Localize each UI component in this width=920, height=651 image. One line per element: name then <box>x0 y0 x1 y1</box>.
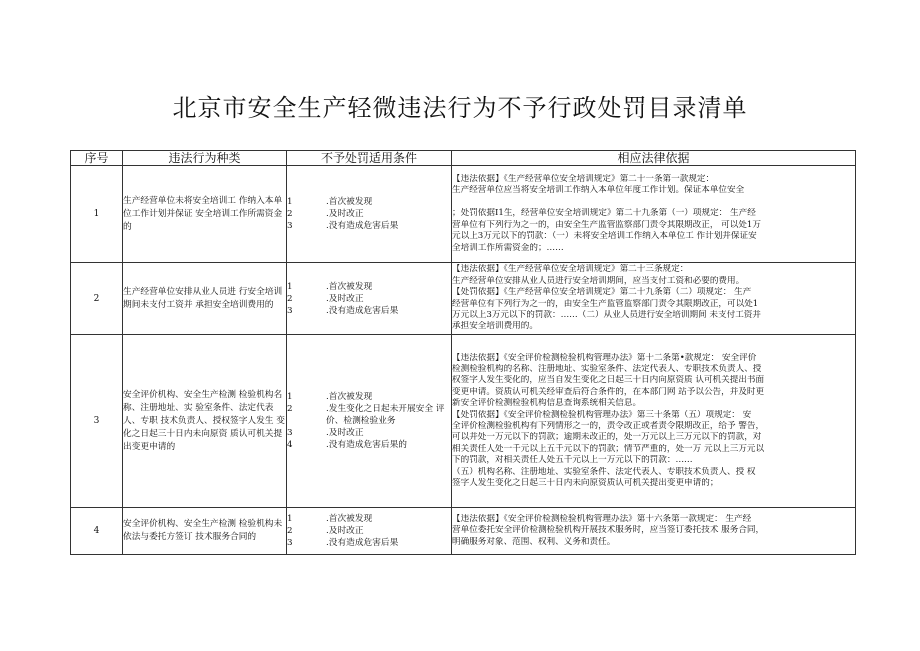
condition-number: 2 <box>287 293 293 304</box>
condition-text: .首次被发现 <box>326 514 373 524</box>
condition-text: .及时改正 <box>326 526 364 536</box>
exemption-conditions <box>287 508 452 555</box>
condition-number: 3 <box>287 538 293 548</box>
exemption-conditions <box>287 166 452 263</box>
condition-number: 4 <box>287 440 293 450</box>
legal-basis-line: 变更申请。资质认可机关经审查后符合条件的，在本部门网 站予以公告，并及时更 <box>452 386 765 397</box>
legal-basis <box>452 166 856 263</box>
legal-basis-line: 承担安全培训费用的。 <box>452 321 538 332</box>
legal-basis-line: 营单位有下列行为之一的，由安全生产监管监察部门责令其限期改正， 可以处1万 <box>452 219 761 230</box>
condition-item <box>287 525 451 537</box>
row-number: 1 <box>71 166 123 263</box>
condition-text: .没有造成危害后果 <box>326 221 399 231</box>
violation-description: 安全评价机构、安全生产检测 检验机构名称、注册地址、实 验室条件、法定代表人、专职 技术负责人、授权签字人发生 变化之日起三十日内未向原资 质认可机关提出变更申请的 <box>123 335 287 508</box>
penalty-exemption-table <box>70 150 856 555</box>
condition-text: .及时改正 <box>326 209 364 219</box>
legal-basis-line: 检测检验机构的名称、注册地址、实验室条件、法定代表人、专职技术负责人、授 <box>452 363 762 374</box>
legal-basis-line: 明确服务对象、范围、权利、义务和责任。 <box>452 536 616 547</box>
document-title: 北京市安全生产轻微违法行为不予行政处罚目录清单 <box>172 94 748 122</box>
legal-basis-line: 权签字人发生变化的，应当自发生变化之日起三十日内向原资质 认可机关提出书面 <box>452 375 765 386</box>
condition-item <box>287 403 451 427</box>
row-number: 4 <box>71 508 123 555</box>
condition-number: 2 <box>287 526 293 536</box>
condition-number: 3 <box>287 428 293 438</box>
condition-number: 1 <box>287 392 293 402</box>
condition-item <box>287 439 451 451</box>
condition-number: 3 <box>287 221 293 231</box>
header-exemption-conditions: 不予处罚适用条件 <box>287 151 452 166</box>
condition-number: 3 <box>287 305 293 316</box>
table-row <box>71 508 856 555</box>
condition-text: .首次被发现 <box>326 392 373 402</box>
legal-basis-line: 新安全评价检测检验机构信息查询系统相关信息。 <box>452 398 642 409</box>
violation-description: 生产经营单位未将安全培训工 作纳入本单位工作计划并保证 安全培训工作所需资金的 <box>123 166 287 263</box>
legal-basis-line: 可以并处一万元以下的罚款；逾期未改正的，处一万元以上三万元以下的罚款，对 <box>452 432 762 443</box>
condition-text: .首次被发现 <box>326 281 373 292</box>
condition-item <box>287 537 451 549</box>
legal-basis-line: ；处罚依据I1生，经营单位安全培训规定》第二十九条第（一）项规定： 生产经 <box>452 208 756 219</box>
violation-description: 生产经营单位安排从业人员进 行安全培训期间未支付工资并 承担安全培训费用的 <box>123 263 287 335</box>
legal-basis-line: 【处罚依据】《生产经营单位安全培训规定》第二十九条第（二）项规定： 生产 <box>452 287 752 298</box>
legal-basis-line: 【违法依据】《安全评价检测检验机构管理办法》第十六条第一款规定： 生产经 <box>452 513 752 524</box>
condition-item <box>287 281 451 293</box>
header-legal-basis: 相应法律依据 <box>452 151 856 166</box>
legal-basis-line: 签字人发生变化之日起三十日内未向原资质认可机关提出变更申请的； <box>452 478 719 489</box>
legal-basis-line: 【违法依据】《生产经营单位安全培训规定》第二十三条规定： <box>452 264 689 275</box>
condition-number: 1 <box>287 197 293 207</box>
row-number: 2 <box>71 263 123 335</box>
exemption-conditions <box>287 335 452 508</box>
condition-text: .没有造成危害后果的 <box>326 440 407 450</box>
legal-basis-line: 全评价检测检验机构有下列情形之一的，责令改正或者责令限期改正，给予 警告， <box>452 421 765 431</box>
legal-basis-line: 万元以上3万元以下的罚款：……（二）从业人员进行安全培训期间 未支付工资并 <box>452 309 761 320</box>
table-header-row <box>71 151 856 166</box>
condition-item <box>287 196 451 208</box>
header-no: 序号 <box>71 151 123 166</box>
legal-basis-line: 【处罚依据】《安全评价检测检验机构管理办法》第三十条第（五）项规定： 安 <box>452 409 752 420</box>
condition-item <box>287 305 451 317</box>
condition-number: 1 <box>287 514 293 524</box>
exemption-conditions <box>287 263 452 335</box>
legal-basis-line: （五）机构名称、注册地址、实验室条件、法定代表人、专职技术负责人、授 权 <box>452 466 756 477</box>
legal-basis-line: 元以上3万元以下的罚款：（一）未将安全培训工作纳入本单位工 作计划并保证安 <box>452 231 757 242</box>
legal-basis-line: 经营单位有下列行为之一的，由安全生产监管监察部门责令其限期改正，可以处1 <box>452 298 759 309</box>
condition-item <box>287 208 451 220</box>
legal-basis-line: 相关责任人处一千元以上五千元以下的罚款；情节严重的，处一万 元以上三万元以 <box>452 443 765 454</box>
legal-basis-line <box>452 197 855 208</box>
violation-description: 安全评价机构、安全生产检测 检验机构未依法与委托方签订 技术服务合同的 <box>123 508 287 555</box>
condition-number: 2 <box>287 404 293 414</box>
table-row <box>71 166 856 263</box>
table-row <box>71 263 856 335</box>
legal-basis <box>452 508 856 555</box>
legal-basis-line: 【违法依据】《安全评价检测检验机构管理办法》第十二条第•款规定： 安全评价 <box>452 352 757 363</box>
condition-text: .发生变化之日起未开展安全 评价、检测检验业务 <box>326 404 445 426</box>
legal-basis-line: 全培训工作所需资金的；…… <box>452 242 564 253</box>
table-row <box>71 335 856 508</box>
condition-text: .首次被发现 <box>326 197 373 207</box>
condition-item <box>287 220 451 232</box>
condition-item <box>287 391 451 403</box>
legal-basis <box>452 335 856 508</box>
row-number: 3 <box>71 335 123 508</box>
condition-text: .没有造成危害后果 <box>326 538 399 548</box>
condition-item <box>287 513 451 525</box>
condition-text: .及时改正 <box>326 428 364 438</box>
legal-basis-line: 营单位委托安全评价检测检验机构开展技术服务时，应当签订委托技术 服务合同， <box>452 525 765 536</box>
condition-number: 2 <box>287 209 293 219</box>
legal-basis <box>452 263 856 335</box>
legal-basis-line: 生产经营单位安排从业人员进行安全培训期间，应当支付工资和必要的费用。 <box>452 275 745 286</box>
condition-item <box>287 427 451 439</box>
condition-text: .没有造成危害后果 <box>326 305 399 316</box>
header-violation-type: 违法行为种类 <box>123 151 287 166</box>
condition-item <box>287 293 451 305</box>
legal-basis-line: 下的罚款，对相关责任人处五千元以上一万元以下的罚款：…… <box>452 455 693 466</box>
legal-basis-line: 生产经营单位应当将安全培训工作纳入本单位年度工作计划。保证本单位安全 <box>452 185 745 196</box>
legal-basis-line: 【违法依据】《生产经营单位安全培训规定》第二十一条第一款规定： <box>452 174 715 185</box>
condition-text: .及时改正 <box>326 293 364 304</box>
condition-number: 1 <box>287 281 293 292</box>
